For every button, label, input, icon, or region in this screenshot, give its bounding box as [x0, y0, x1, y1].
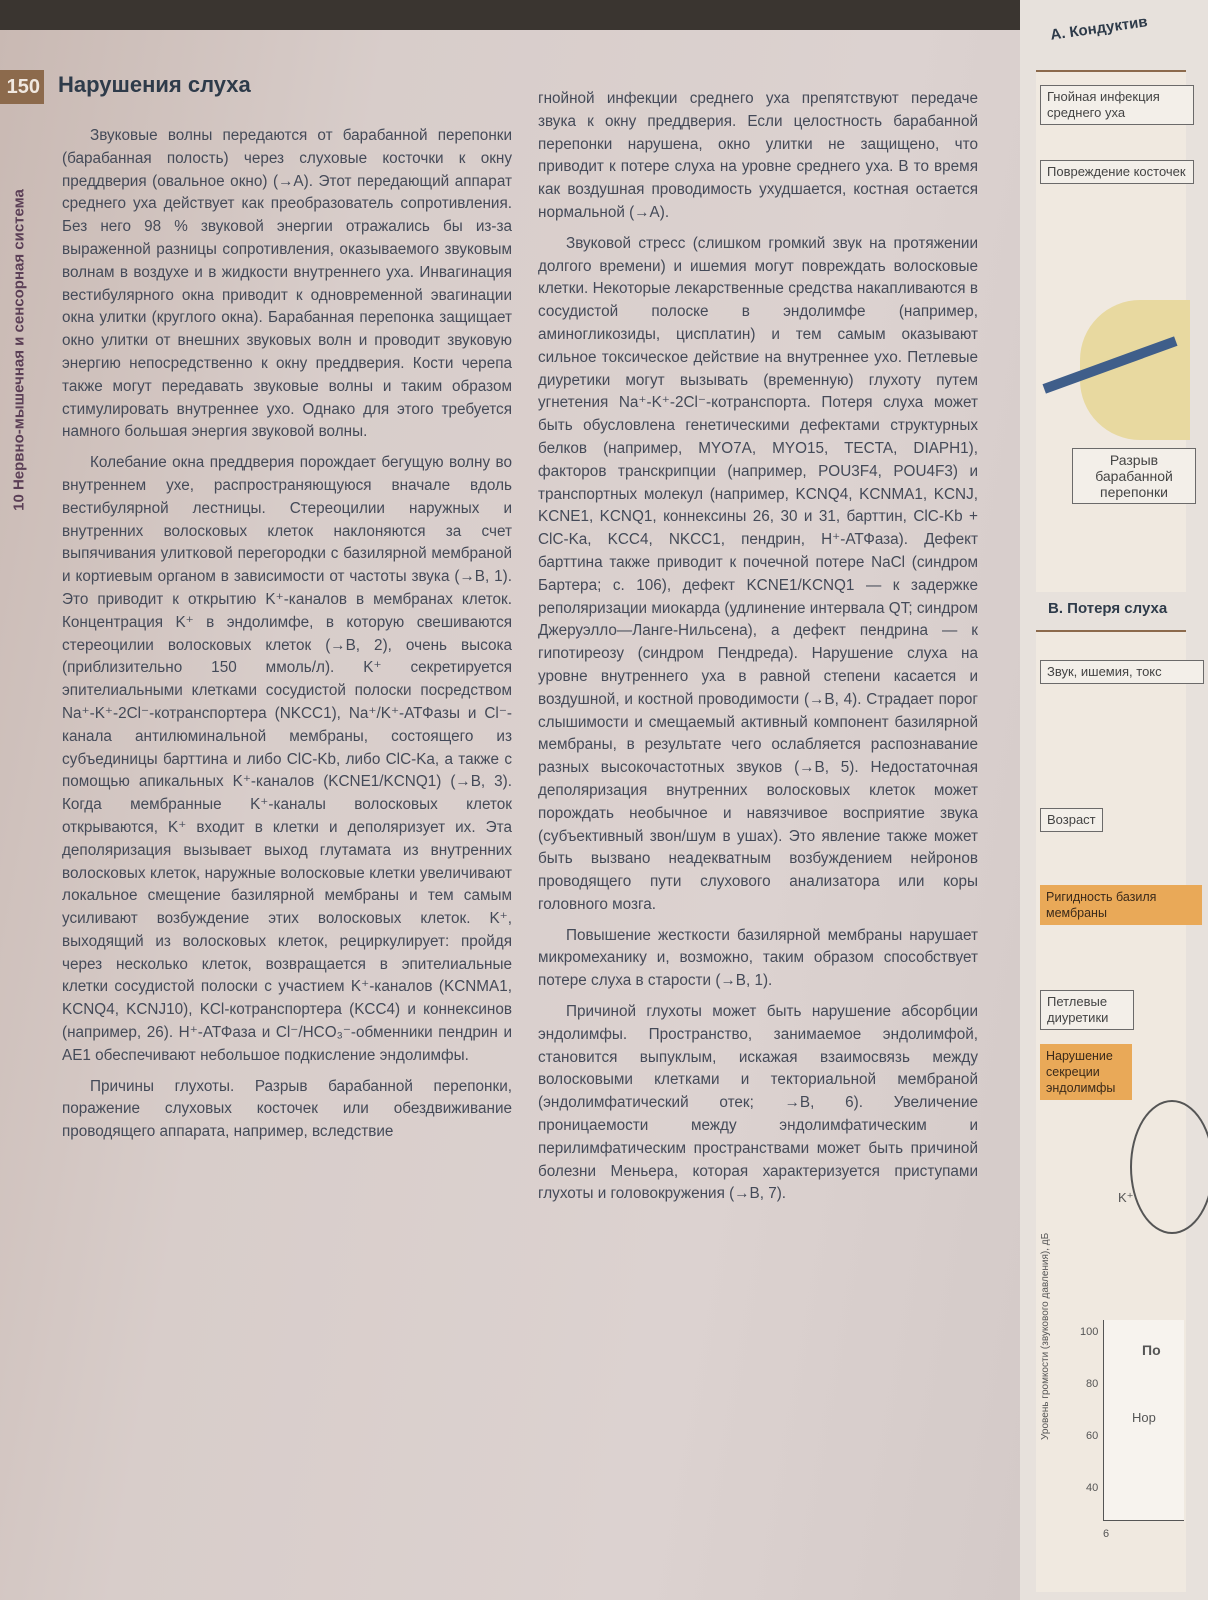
paragraph: Причины глухоты. Разрыв барабанной перепонки, поражение слуховых косточек или обездвиживание проводящего аппарата, например, вследствие: [62, 1077, 512, 1141]
figure-b-title: B. Потеря слуха: [1048, 600, 1168, 617]
paragraph: Звуковые волны передаются от барабанной перепонки (барабанная полость) через слуховые косточки к окну преддверия (овальное окно) (→A). Этот передающий аппарат среднего уха действует как преобразователь сопротивления. Без него 98 % звуковой энергии отражались бы из-за выраженной разницы сопротивления, оказываемого звуковым волнам в воздухе и в жидкости внутреннего уха. Инвагинация вестибулярного окна приводит к одновременной эвагинации окна улитки (круглого окна). Барабанная перепонка защищает окно улитки от внешних звуковых волн и проводит звуковую энергию непосредственно к окну преддверия. Кости черепа также могут передавать звуковые волны и таким образом стимулировать внутреннее ухо. Однако для этого требуется намного большая энергия звуковой волны.: [62, 127, 512, 441]
label-endolymph-secretion: Нарушение секреции эндолимфы: [1040, 1044, 1132, 1100]
tick-60: 60: [1086, 1430, 1099, 1442]
label-ossicles: Повреждение косточек: [1040, 160, 1194, 184]
tick-40: 40: [1086, 1482, 1099, 1494]
paragraph: Звуковой стресс (слишком громкий звук на протяжении долгого времени) и ишемия могут повреждать волосковые клетки. Некоторые лекарственные средства накапливаются в сосудистой полоске в эндолимфе (например, аминогликозиды, цисплатин) и тем самым оказывают сильное токсическое действие на внутреннее ухо. Петлевые диуретики могут вызывать (временную) глухоту путем угнетения Na⁺-K⁺-2Cl⁻-котранспорта. Потеря слуха может быть обусловлена генетическими дефектами структурных белков (например, MYO7A, MYO15, TECTA, DIAPH1), факторов транскрипции (например, POU3F4, POU4F3) и транспортных молекул (например, KCNQ4, KCNMA1, KCNJ, KCNE1, KCNQ1, коннексины 26, 30 и 31, барттин, ClC-Kb + ClC-Ka, KCC4, NKCC1, пендрин, H⁺-АТФаза). Дефект барттина также приводит к почечной потере NaCl (синдром Бартера; с. 106), дефект KCNE1/KCNQ1 — к задержке реполяризации миокарда (удлинение интервала QT; синдром Джеруэлло—Ланге-Нильсена), а дефект пендрина — к гипотиреозу (синдром Пендреда). Нарушение слуха на уровне внутреннего уха в равной степени касается и воздушной, и костной проводимости (→B, 4). Страдает порог слышимости и смещаемый активный компонент базилярной мембраны, в результате чего ослабляется распознавание разных высокочастотных звуков (→B, 5). Недостаточная деполяризация внутренних волосковых клеток может порождать необычное и навязчивое восприятие звука (субъективный звон/шум в ушах). Это явление также может быть вызвано неадекватным возбуждением нейронов проводящего пути слухового анализатора или коры головного мозга.: [538, 234, 978, 913]
paragraph: Повышение жесткости базилярной мембраны нарушает микромеханику и, возможно, таким образом способствует потере слуха в старости (→B, 1).: [538, 926, 978, 990]
label-age: Возраст: [1040, 808, 1103, 832]
text-column-right: [538, 88, 978, 1214]
x-tick: 6: [1103, 1528, 1110, 1540]
chart-label-loss: По: [1142, 1342, 1161, 1358]
paragraph: гнойной инфекции среднего уха препятствуют передаче звука к окну преддверия. Если целостность барабанной перепонки нарушена, окно улитки не защищено, что приводит к потере слуха на уровне среднего уха. В то время как воздушная проводимость ухудшается, костная остается нормальной (→A).: [538, 90, 978, 221]
label-basilar-rigidity: Ригидность базиля мембраны: [1040, 885, 1202, 925]
paragraph: Колебание окна преддверия порождает бегущую волну во внутреннем ухе, распространяющуюся вначале вдоль вестибулярной лестницы. Стереоцилии наружных и внутренних волосковых клеток наклоняются за счет выпячивания улитковой перегородки с базилярной мембраной и кортиевым органом в зависимости от частоты звука (→B, 1). Это приводит к открытию K⁺-каналов в мембранах клеток. Концентрация K⁺ в эндолимфе, в которую свешиваются стереоцилии волосковых клеток (→B, 2), очень высока (приблизительно 150 ммоль/л). K⁺ секретируется эпителиальными клетками сосудистой полоски посредством Na⁺-K⁺-2Cl⁻-котранспортера (NKCC1), Na⁺/K⁺-АТФазы и Cl⁻-канала антилюминальной мембраны, состоящего из субъединицы барттина и либо ClC-Kb, либо ClC-Ka, а также с помощью апикальных K⁺-каналов (KCNE1/KCNQ1) (→B, 3). Когда мембранные K⁺-каналы волосковых клеток открываются, K⁺ входит в клетки и деполяризует их. Эта деполяризация вызывает выход глутамата из внутренних волосковых клеток, наружные волосковые клетки увеличивают локальное смещение базилярной мембраны и тем самым усиливают возбуждение этих волосковых клеток. K⁺, выходящий из волосковых клеток, рециркулирует: пройдя через несколько клеток, возвращается в эпителиальные клетки сосудистой полоски с участием K⁺-каналов (KCNMA1, KCNQ4, KCNJ10), KCl-котранспортера (KCC4) и коннексинов (например, 26). H⁺-АТФаза и Cl⁻/HCO₃⁻-обменники пендрин и AE1 обеспечивают небольшое подкисление эндолимфы.: [62, 454, 512, 1064]
section-label: 10 Нервно-мышечная и сенсорная система: [10, 189, 28, 511]
label-sound-ischemia: Звук, ишемия, токс: [1040, 660, 1204, 684]
figure-a-title: A. Кондуктив: [1049, 13, 1149, 44]
y-axis-label: Уровень громкости (звукового давления), дБ: [1040, 1232, 1051, 1440]
paragraph: Причиной глухоты может быть нарушение абсорбции эндолимфы. Пространство, занимаемое эндолимфой, становится выпуклым, искажая взаимосвязь между волосковыми клетками и текториальной мембраной (эндолимфатический отек; →B, 6). Увеличение проницаемости между эндолимфатическим и перилимфатическим пространствами может быть причиной болезни Меньера, которая характеризуется приступами глухоты и головокружения (→B, 7).: [538, 1003, 978, 1203]
label-eardrum: Разрыв барабанной перепонки: [1072, 448, 1196, 504]
k-ion-label: K⁺: [1118, 1190, 1134, 1205]
label-loop-diuretics: Петлевые диуретики: [1040, 990, 1134, 1030]
cell-illustration: [1130, 1100, 1208, 1234]
section-sidebar: [2, 140, 36, 560]
chart-label-normal: Нор: [1132, 1410, 1156, 1425]
tick-100: 100: [1080, 1326, 1099, 1338]
label-infection: Гнойная инфекция среднего уха: [1040, 85, 1194, 125]
text-column-left: [62, 125, 512, 1152]
page-title: Нарушения слуха: [58, 72, 251, 97]
tick-80: 80: [1086, 1378, 1099, 1390]
page-number: 150: [0, 70, 44, 104]
